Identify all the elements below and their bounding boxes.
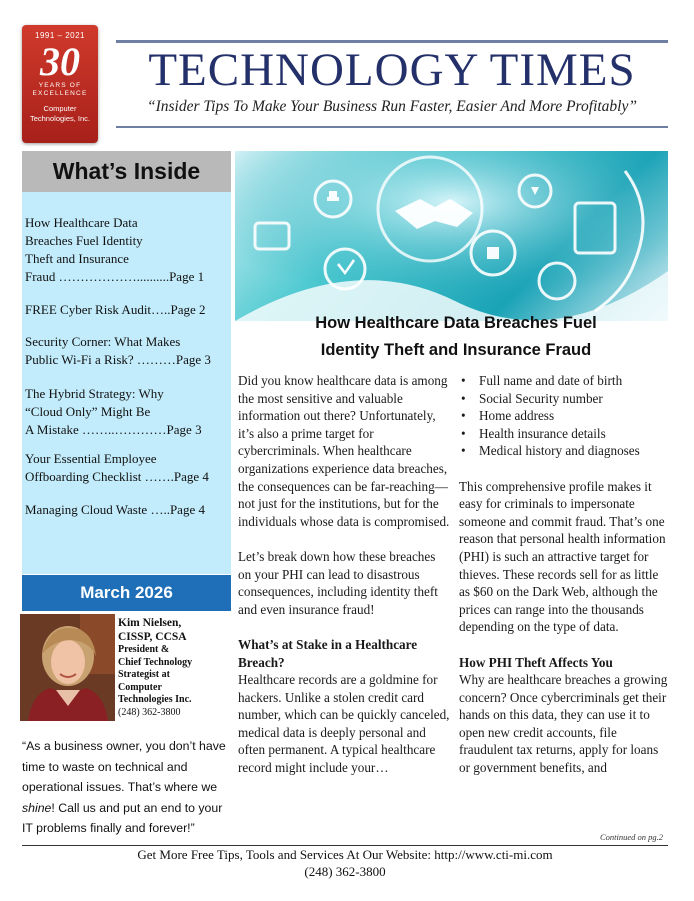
excellence-badge — [22, 25, 98, 143]
toc-item-healthcare[interactable] — [25, 214, 228, 286]
article-paragraph: Healthcare records are a goldmine for hackers. Unlike a stolen credit card number, which can be quickly canceled, medical data is deeply personal and often permanent. A typical healthcare record might include your… — [238, 672, 450, 776]
toc-line: Security Corner: What Makes — [25, 334, 181, 349]
healthcare-hero-image — [235, 151, 668, 321]
author-name: Kim Nielsen, — [118, 617, 182, 629]
article-subheading: What’s at Stake in a Healthcare Breach? — [238, 636, 418, 670]
article-title-line2: Identity Theft and Insurance Fraud — [320, 341, 592, 359]
article-paragraph: This comprehensive profile makes it easy for criminals to impersonate someone and commit fraud. That’s one reason that personal health information (PHI) is such an attractive target for thieves. These records sell for as little as $60 on the Dark Web, although the prices can range into the thousands depending on the type of data. — [459, 478, 666, 635]
toc-line: The Hybrid Strategy: Why — [25, 386, 164, 401]
article-paragraph: Let’s break down how these breaches on your PHI can lead to disastrous consequences, including identity theft and even insurance fraud! — [238, 548, 438, 617]
masthead-bottom-rule — [116, 126, 668, 128]
badge-years: 1991 – 2021 — [35, 31, 85, 40]
article-paragraph: Why are healthcare breaches a growing concern? Once cybercriminals get their hands on this data, they can use it to open new credit accounts, file fraudulent tax returns, apply for loans or government benefits, and — [459, 672, 668, 776]
footer-phone: (248) 362-3800 — [304, 864, 386, 879]
toc-item-cyber-audit[interactable] — [25, 301, 228, 319]
author-role-line1: President & — [118, 644, 170, 655]
list-item: • Medical history and diagnoses — [459, 442, 671, 460]
badge-number: 30 — [40, 39, 80, 84]
author-photo — [20, 614, 115, 721]
toc-item-hybrid-strategy[interactable] — [25, 385, 228, 439]
author-role-line2: Chief Technology — [118, 656, 193, 668]
list-item: • Full name and date of birth — [459, 372, 671, 390]
toc-line: Fraud ………………..........Page 1 — [25, 269, 205, 284]
quote-text-end: ! Call us and put an end to your IT problems finally and forever!” — [22, 800, 223, 835]
footer-website-line[interactable]: Get More Free Tips, Tools and Services At Our Website: http://www.cti-mi.com — [137, 847, 553, 862]
toc-item-offboarding[interactable] — [25, 450, 228, 486]
footer-rule — [22, 845, 668, 846]
toc-line: Public Wi-Fi a Risk? ………Page 3 — [25, 352, 211, 367]
author-bio — [118, 616, 228, 719]
toc-line: “Cloud Only” Might Be — [25, 404, 151, 419]
badge-company — [22, 104, 98, 124]
toc-item-security-corner[interactable] — [25, 333, 228, 369]
author-credentials: CISSP, CCSA — [118, 631, 187, 643]
article-column-1 — [238, 372, 450, 777]
toc-line: Your Essential Employee — [25, 451, 157, 466]
toc-line: How Healthcare Data — [25, 215, 138, 230]
toc-line: Offboarding Checklist …….Page 4 — [25, 469, 209, 484]
author-org-line1: Computer — [118, 681, 162, 693]
author-role-line3: Strategist at — [118, 669, 170, 680]
newsletter-title: TECHNOLOGY TIMES — [148, 44, 636, 96]
continued-note: Continued on pg.2 — [600, 832, 664, 842]
article-subheading: How PHI Theft Affects You — [459, 654, 613, 670]
badge-excellence-line2: EXCELLENCE — [32, 90, 88, 97]
badge-company-line2: Technologies, Inc. — [29, 114, 91, 123]
list-item: • Health insurance details — [459, 425, 671, 443]
article-title-line1: How Healthcare Data Breaches Fuel — [315, 314, 597, 332]
issue-date: March 2026 — [22, 575, 231, 611]
whats-inside-heading: What’s Inside — [22, 151, 231, 192]
newsletter-tagline: “Insider Tips To Make Your Business Run Faster, Easier And More Profitably” — [146, 98, 637, 115]
toc-line: Managing Cloud Waste …..Page 4 — [25, 502, 205, 517]
article-paragraph: Did you know healthcare data is among the most sensitive and valuable information out there? Unfortunately, it’s also a prime target for cybercriminals. When healthcare organizations experience data breaches, the consequences can be far-reaching—not just for the institutions, but for the individuals whose data is compromised. — [238, 373, 450, 529]
article-title — [246, 310, 666, 364]
toc-line: FREE Cyber Risk Audit…..Page 2 — [25, 302, 206, 317]
quote-text-start: “As a business owner, you don’t have time to waste on technical and operational issues. That’s where we — [22, 739, 226, 794]
toc-line: A Mistake ……..…………Page 3 — [25, 422, 202, 437]
badge-company-line1: Computer — [43, 104, 77, 113]
table-of-contents — [22, 192, 231, 574]
toc-line: Theft and Insurance — [25, 251, 129, 266]
toc-line: Breaches Fuel Identity — [25, 233, 143, 248]
list-item: • Social Security number — [459, 390, 671, 408]
author-org-line2: Technologies Inc. — [118, 694, 192, 705]
owner-quote — [22, 736, 232, 839]
author-phone: (248) 362-3800 — [118, 706, 181, 718]
badge-excellence-line1: YEARS OF — [38, 82, 82, 89]
phi-bullet-list — [459, 372, 671, 460]
list-item: • Home address — [459, 407, 671, 425]
quote-emphasis: shine — [22, 800, 52, 815]
article-column-2 — [459, 372, 671, 777]
toc-item-cloud-waste[interactable] — [25, 501, 228, 519]
